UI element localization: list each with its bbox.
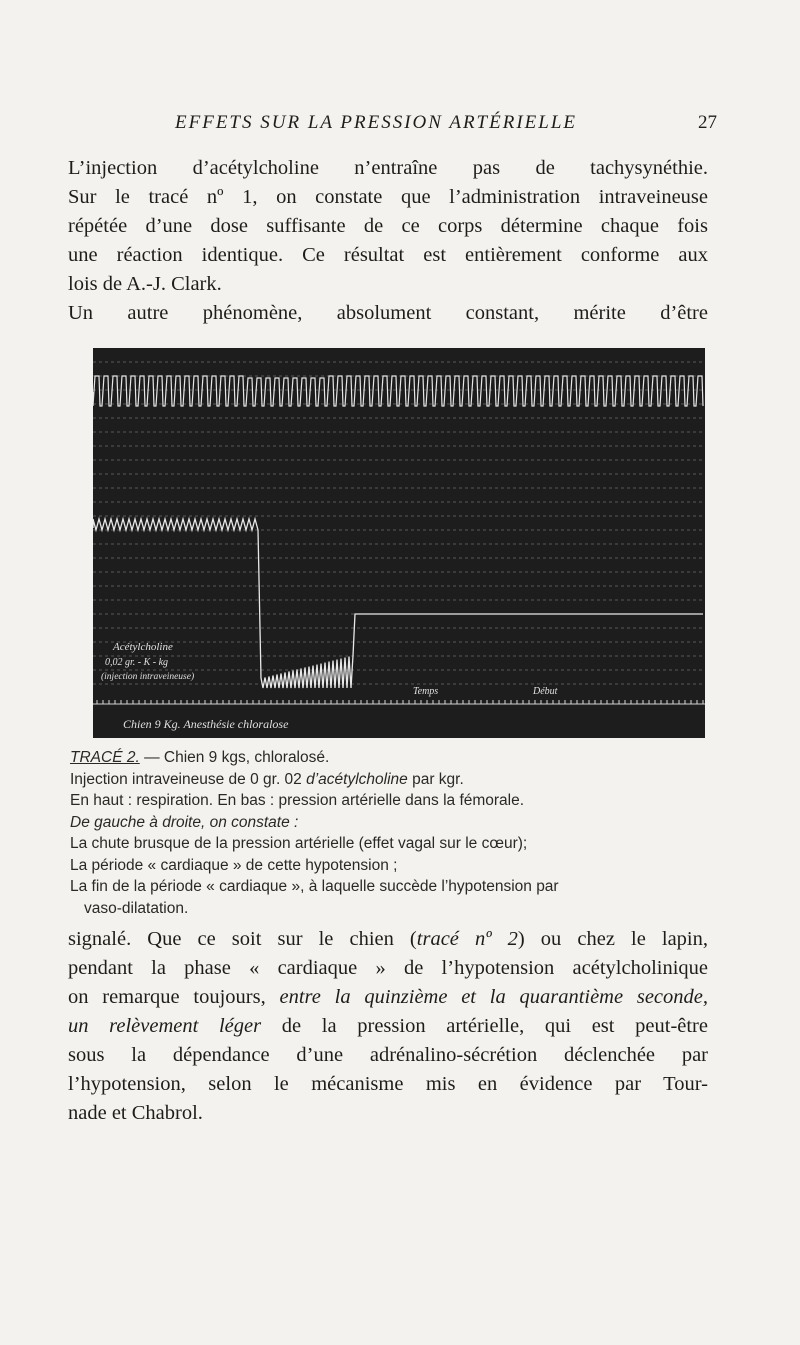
text-line: répétée d’une dose suffisante de ce corps détermine chaque fois (68, 215, 708, 237)
trace-label: TRACÉ 2. (70, 749, 140, 766)
running-head (0, 112, 800, 142)
caption-line: TRACÉ 2. — Chien 9 kgs, chloralosé. (70, 749, 330, 766)
caption-line: vaso-dilatation. (84, 899, 189, 917)
text-line: un relèvement léger de la pression artérielle, qui est peut-être (68, 1015, 708, 1037)
figure-label: 0,02 gr. - K - kg (105, 657, 169, 668)
caption-line: La chute brusque de la pression artérielle (effet vagal sur le cœur); (70, 835, 528, 852)
figure-label: Début (533, 686, 558, 697)
kymograph-trace-figure (93, 348, 705, 738)
caption-line: En haut : respiration. En bas : pression artérielle dans la fémorale. (70, 792, 525, 809)
text-line: signalé. Que ce soit sur le chien (tracé nº 2) ou chez le lapin, (68, 928, 708, 950)
figure-label: Chien 9 Kg. Anesthésie chloralose (123, 717, 289, 731)
trace-image (93, 348, 705, 738)
text-line: Un autre phénomène, absolument constant, mérite d’être (68, 302, 708, 324)
text-line: pendant la phase « cardiaque » de l’hypotension acétylcholinique (68, 957, 708, 979)
figure-label: Temps (413, 686, 439, 697)
paragraph-top (68, 154, 708, 328)
caption-line: La période « cardiaque » de cette hypotension ; (70, 856, 398, 874)
text-line: Sur le tracé nº 1, on constate que l’administration intraveineuse (68, 186, 708, 208)
caption-line: De gauche à droite, on constate : (70, 813, 299, 831)
page-number: 27 (698, 112, 717, 133)
caption-line: La fin de la période « cardiaque », à laquelle succède l’hypotension par (70, 878, 559, 895)
paragraph-bottom (68, 925, 708, 1128)
text-line: une réaction identique. Ce résultat est entièrement conforme aux (68, 244, 708, 266)
text-line: lois de A.-J. Clark. (68, 273, 222, 295)
figure-caption (70, 747, 720, 919)
figure-label: Acétylcholine (113, 641, 173, 653)
text-line: l’hypotension, selon le mécanisme mis en évidence par Tour- (68, 1073, 708, 1095)
text-line: on remarque toujours, entre la quinzième et la quarantième seconde, (68, 986, 709, 1008)
figure-label: (injection intraveineuse) (101, 672, 195, 682)
text-line: L’injection d’acétylcholine n’entraîne pas de tachysynéthie. (68, 157, 708, 179)
caption-line: Injection intraveineuse de 0 gr. 02 d’acétylcholine par kgr. (70, 770, 464, 788)
text-line: nade et Chabrol. (68, 1102, 203, 1124)
running-title: EFFETS SUR LA PRESSION ARTÉRIELLE (175, 112, 578, 133)
text-line: sous la dépendance d’une adrénalino-sécrétion déclenchée par (68, 1044, 708, 1066)
